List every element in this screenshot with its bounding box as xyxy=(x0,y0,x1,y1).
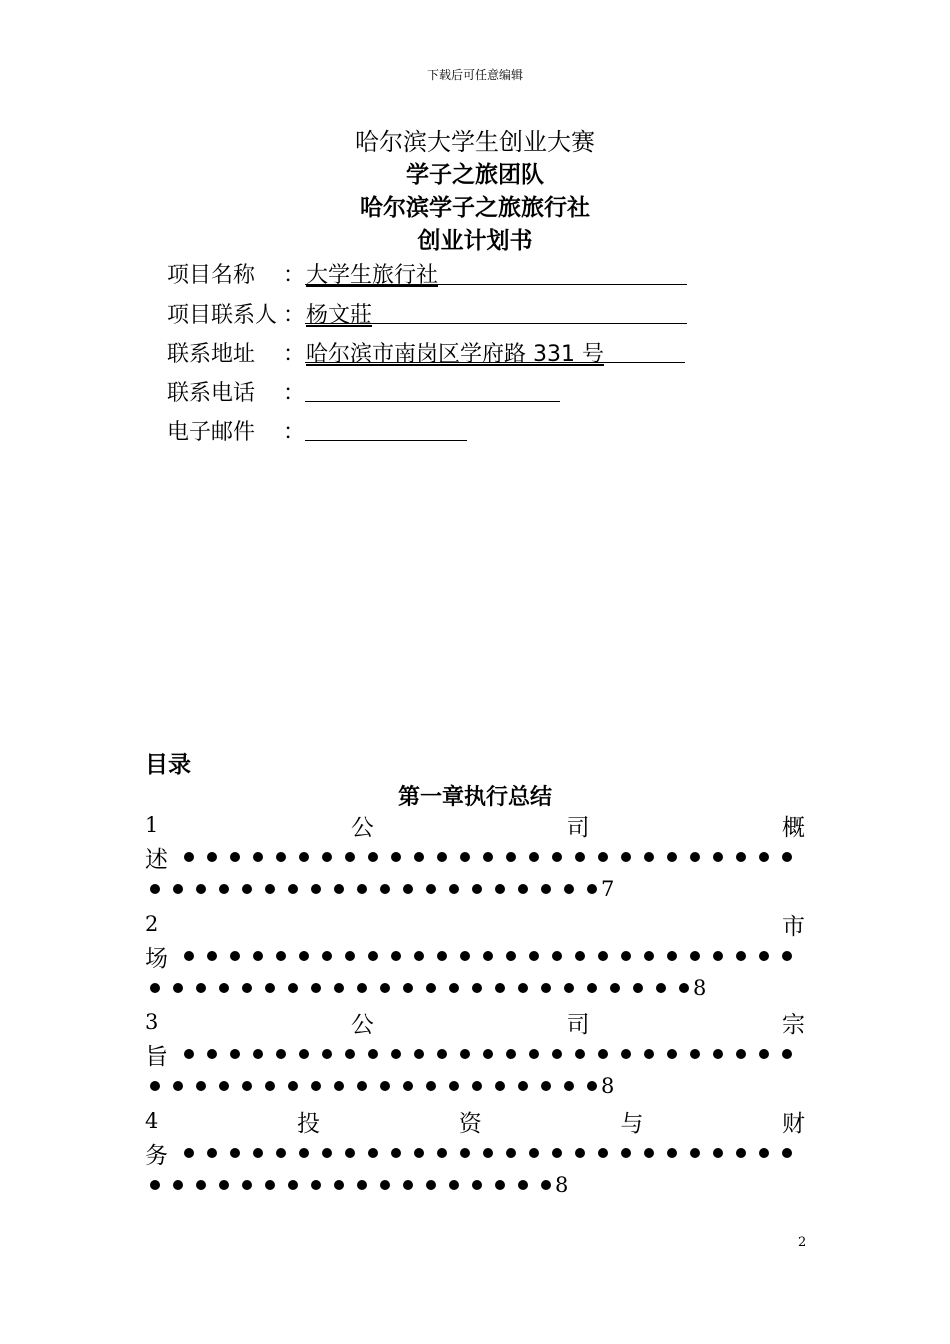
leader-dot xyxy=(299,951,309,961)
leader-dot xyxy=(334,1081,344,1091)
field-label-address: 联系地址 xyxy=(167,342,256,367)
field-colon: ： xyxy=(283,420,306,445)
leader-dot xyxy=(322,1049,332,1059)
leader-dot xyxy=(621,1049,631,1059)
leader-dot xyxy=(368,1049,378,1059)
leader-dot xyxy=(196,983,206,993)
leader-dot xyxy=(621,852,631,862)
leader-dot xyxy=(299,852,309,862)
toc-entry-char: 场 xyxy=(145,945,168,972)
leader-dot xyxy=(253,1049,263,1059)
field-value-project-name: 大学生旅行社 xyxy=(306,263,439,288)
field-colon: ： xyxy=(283,303,306,328)
leader-dot xyxy=(288,1081,298,1091)
leader-dot xyxy=(575,1049,585,1059)
toc-entry-2-line2 xyxy=(145,940,805,972)
leader-dot xyxy=(506,1148,516,1158)
leader-dot xyxy=(736,852,746,862)
leader-dot xyxy=(207,1049,217,1059)
leader-dot xyxy=(380,1081,390,1091)
leader-dot xyxy=(437,852,447,862)
leader-dot xyxy=(518,1180,528,1190)
leader-dot xyxy=(667,852,677,862)
leader-dot xyxy=(736,951,746,961)
leader-dot xyxy=(242,1081,252,1091)
toc-title: 目录 xyxy=(145,752,191,778)
leader-dot xyxy=(242,884,252,894)
leader-dot xyxy=(483,1148,493,1158)
field-label-phone: 联系电话 xyxy=(167,381,256,406)
leader-dot xyxy=(552,951,562,961)
leader-dot xyxy=(173,983,183,993)
leader-dot xyxy=(472,884,482,894)
toc-entry-4-line3 xyxy=(145,1169,805,1201)
leader-dot xyxy=(782,951,792,961)
leader-dot xyxy=(322,951,332,961)
leader-dot xyxy=(196,1180,206,1190)
toc-entry-char: 公 xyxy=(350,1011,374,1038)
toc-entry-number: 1 xyxy=(145,813,159,837)
leader-dot xyxy=(449,884,459,894)
leader-dot xyxy=(656,983,666,993)
leader-dot xyxy=(667,951,677,961)
leader-dot xyxy=(587,983,597,993)
leader-dot xyxy=(368,852,378,862)
leader-dot xyxy=(483,1049,493,1059)
toc-entry-2-line3 xyxy=(145,972,805,1004)
leader-dot xyxy=(644,852,654,862)
leader-dot xyxy=(345,951,355,961)
leader-dot xyxy=(690,852,700,862)
leader-dot xyxy=(334,884,344,894)
toc-leader-dots xyxy=(145,877,605,901)
leader-dot xyxy=(518,884,528,894)
leader-dot xyxy=(575,1148,585,1158)
leader-dot xyxy=(253,1148,263,1158)
leader-dot xyxy=(449,1081,459,1091)
leader-dot xyxy=(426,1081,436,1091)
toc-entry-char: 述 xyxy=(145,846,168,873)
leader-dot xyxy=(552,1148,562,1158)
toc-entry-page: 7 xyxy=(601,877,615,901)
toc-leader-dots xyxy=(145,1042,805,1066)
leader-dot xyxy=(322,852,332,862)
toc-entry-4-line2 xyxy=(145,1137,805,1169)
leader-dot xyxy=(230,1148,240,1158)
leader-dot xyxy=(391,852,401,862)
leader-dot xyxy=(150,1081,160,1091)
leader-dot xyxy=(506,951,516,961)
leader-dot xyxy=(460,852,470,862)
toc-entry-char: 司 xyxy=(566,814,590,841)
leader-dot xyxy=(184,951,194,961)
leader-dot xyxy=(759,951,769,961)
leader-dot xyxy=(667,1049,677,1059)
leader-dot xyxy=(334,1180,344,1190)
leader-dot xyxy=(782,1148,792,1158)
field-colon: ： xyxy=(283,342,306,367)
leader-dot xyxy=(460,1148,470,1158)
leader-dot xyxy=(207,951,217,961)
leader-dot xyxy=(311,983,321,993)
toc-chapter-heading: 第一章执行总结 xyxy=(397,785,552,810)
leader-dot xyxy=(368,951,378,961)
leader-dot xyxy=(541,884,551,894)
leader-dot xyxy=(713,1148,723,1158)
leader-dot xyxy=(575,951,585,961)
leader-dot xyxy=(276,1049,286,1059)
leader-dot xyxy=(173,884,183,894)
leader-dot xyxy=(472,1081,482,1091)
leader-dot xyxy=(391,1049,401,1059)
leader-dot xyxy=(299,1049,309,1059)
leader-dot xyxy=(460,1049,470,1059)
leader-dot xyxy=(357,983,367,993)
toc-entry-char: 概 xyxy=(781,814,805,841)
leader-dot xyxy=(403,983,413,993)
toc-entry-3-line3 xyxy=(145,1070,805,1102)
leader-dot xyxy=(288,983,298,993)
leader-dot xyxy=(219,884,229,894)
field-value-contact-person: 杨文莊 xyxy=(306,303,373,328)
leader-dot xyxy=(552,852,562,862)
leader-dot xyxy=(495,1081,505,1091)
leader-dot xyxy=(403,884,413,894)
document-title: 创业计划书 xyxy=(417,228,533,254)
leader-dot xyxy=(610,983,620,993)
toc-entry-number: 4 xyxy=(145,1109,159,1133)
leader-dot xyxy=(357,884,367,894)
leader-dot xyxy=(403,1081,413,1091)
leader-dot xyxy=(219,983,229,993)
leader-dot xyxy=(253,852,263,862)
leader-dot xyxy=(518,983,528,993)
leader-dot xyxy=(621,951,631,961)
leader-dot xyxy=(242,983,252,993)
leader-dot xyxy=(644,1148,654,1158)
leader-dot xyxy=(690,951,700,961)
leader-dot xyxy=(334,983,344,993)
leader-dot xyxy=(598,1148,608,1158)
toc-entry-char: 司 xyxy=(566,1011,590,1038)
leader-dot xyxy=(437,951,447,961)
leader-dot xyxy=(219,1180,229,1190)
leader-dot xyxy=(380,983,390,993)
leader-dot xyxy=(564,1081,574,1091)
leader-dot xyxy=(621,1148,631,1158)
leader-dot xyxy=(667,1148,677,1158)
toc-entry-2-line1 xyxy=(145,908,805,940)
team-title: 学子之旅团队 xyxy=(406,162,544,188)
leader-dot xyxy=(345,1049,355,1059)
toc-entry-char: 公 xyxy=(350,814,374,841)
toc-leader-dots xyxy=(145,845,805,869)
leader-dot xyxy=(552,1049,562,1059)
leader-dot xyxy=(196,1081,206,1091)
leader-dot xyxy=(690,1148,700,1158)
leader-dot xyxy=(253,951,263,961)
leader-dot xyxy=(736,1049,746,1059)
leader-dot xyxy=(414,1148,424,1158)
leader-dot xyxy=(322,1148,332,1158)
leader-dot xyxy=(150,884,160,894)
leader-dot xyxy=(713,852,723,862)
toc-entry-page: 8 xyxy=(555,1173,569,1197)
toc-entry-char: 务 xyxy=(145,1142,168,1169)
leader-dot xyxy=(150,1180,160,1190)
leader-dot xyxy=(460,951,470,961)
leader-dot xyxy=(403,1180,413,1190)
leader-dot xyxy=(564,983,574,993)
leader-dot xyxy=(368,1148,378,1158)
field-label-project-name: 项目名称 xyxy=(167,263,256,288)
toc-entry-char: 市 xyxy=(782,913,805,940)
leader-dot xyxy=(518,1081,528,1091)
leader-dot xyxy=(173,1081,183,1091)
leader-dot xyxy=(276,852,286,862)
leader-dot xyxy=(483,852,493,862)
leader-dot xyxy=(598,951,608,961)
field-underline-email xyxy=(305,410,467,441)
toc-entry-number: 2 xyxy=(145,912,159,936)
field-colon: ： xyxy=(283,381,306,406)
leader-dot xyxy=(357,1081,367,1091)
leader-dot xyxy=(759,1049,769,1059)
leader-dot xyxy=(345,1148,355,1158)
toc-entry-number: 3 xyxy=(145,1010,159,1034)
field-label-contact-person: 项目联系人 xyxy=(167,303,278,328)
leader-dot xyxy=(207,1148,217,1158)
leader-dot xyxy=(173,1180,183,1190)
leader-dot xyxy=(449,1180,459,1190)
toc-entry-4-line1 xyxy=(145,1105,805,1137)
leader-dot xyxy=(575,852,585,862)
leader-dot xyxy=(587,884,597,894)
field-colon: ： xyxy=(283,263,306,288)
agency-title: 哈尔滨学子之旅旅行社 xyxy=(360,195,590,221)
leader-dot xyxy=(276,951,286,961)
leader-dot xyxy=(265,1081,275,1091)
leader-dot xyxy=(426,1180,436,1190)
toc-leader-dots xyxy=(145,1141,805,1165)
leader-dot xyxy=(529,852,539,862)
leader-dot xyxy=(184,1148,194,1158)
leader-dot xyxy=(472,983,482,993)
leader-dot xyxy=(426,983,436,993)
toc-entry-page: 8 xyxy=(693,976,707,1000)
toc-leader-dots xyxy=(145,976,697,1000)
header-note: 下载后可任意编辑 xyxy=(426,68,523,82)
leader-dot xyxy=(782,1049,792,1059)
leader-dot xyxy=(230,852,240,862)
leader-dot xyxy=(506,1049,516,1059)
leader-dot xyxy=(679,983,689,993)
leader-dot xyxy=(311,884,321,894)
leader-dot xyxy=(230,1049,240,1059)
leader-dot xyxy=(529,951,539,961)
leader-dot xyxy=(529,1148,539,1158)
leader-dot xyxy=(564,884,574,894)
leader-dot xyxy=(437,1148,447,1158)
leader-dot xyxy=(380,884,390,894)
leader-dot xyxy=(541,983,551,993)
leader-dot xyxy=(288,884,298,894)
leader-dot xyxy=(265,983,275,993)
leader-dot xyxy=(495,983,505,993)
leader-dot xyxy=(483,951,493,961)
leader-dot xyxy=(449,983,459,993)
leader-dot xyxy=(759,852,769,862)
toc-entry-3-line2 xyxy=(145,1038,805,1070)
leader-dot xyxy=(150,983,160,993)
toc-entry-char: 投 xyxy=(297,1110,321,1137)
leader-dot xyxy=(414,1049,424,1059)
leader-dot xyxy=(391,951,401,961)
leader-dot xyxy=(276,1148,286,1158)
leader-dot xyxy=(506,852,516,862)
leader-dot xyxy=(230,951,240,961)
leader-dot xyxy=(644,1049,654,1059)
leader-dot xyxy=(541,1180,551,1190)
leader-dot xyxy=(414,852,424,862)
leader-dot xyxy=(495,1180,505,1190)
leader-dot xyxy=(357,1180,367,1190)
toc-entry-char: 财 xyxy=(782,1110,805,1137)
field-underline-phone xyxy=(305,371,560,402)
leader-dot xyxy=(598,852,608,862)
field-value-address: 哈尔滨市南岗区学府路 331 号 xyxy=(306,342,604,367)
leader-dot xyxy=(207,852,217,862)
toc-entry-1-line2 xyxy=(145,841,805,873)
leader-dot xyxy=(380,1180,390,1190)
toc-entry-3-line1 xyxy=(145,1006,805,1038)
leader-dot xyxy=(311,1081,321,1091)
leader-dot xyxy=(529,1049,539,1059)
toc-leader-dots xyxy=(145,944,805,968)
leader-dot xyxy=(598,1049,608,1059)
competition-title: 哈尔滨大学生创业大赛 xyxy=(355,128,595,156)
leader-dot xyxy=(782,852,792,862)
page-number: 2 xyxy=(798,1235,807,1250)
toc-leader-dots xyxy=(145,1074,605,1098)
leader-dot xyxy=(495,884,505,894)
field-label-email: 电子邮件 xyxy=(167,420,256,445)
toc-entry-char: 与 xyxy=(620,1110,644,1137)
toc-entry-char: 资 xyxy=(458,1110,482,1137)
leader-dot xyxy=(299,1148,309,1158)
leader-dot xyxy=(633,983,643,993)
leader-dot xyxy=(713,1049,723,1059)
leader-dot xyxy=(196,884,206,894)
leader-dot xyxy=(242,1180,252,1190)
leader-dot xyxy=(288,1180,298,1190)
leader-dot xyxy=(311,1180,321,1190)
leader-dot xyxy=(472,1180,482,1190)
leader-dot xyxy=(414,951,424,961)
leader-dot xyxy=(759,1148,769,1158)
toc-entry-1-line1 xyxy=(145,809,805,841)
toc-entry-char: 旨 xyxy=(145,1043,168,1070)
leader-dot xyxy=(265,884,275,894)
leader-dot xyxy=(713,951,723,961)
leader-dot xyxy=(184,1049,194,1059)
leader-dot xyxy=(426,884,436,894)
leader-dot xyxy=(541,1081,551,1091)
toc-entry-1-line3 xyxy=(145,873,805,905)
leader-dot xyxy=(184,852,194,862)
leader-dot xyxy=(265,1180,275,1190)
leader-dot xyxy=(219,1081,229,1091)
leader-dot xyxy=(587,1081,597,1091)
toc-entry-page: 8 xyxy=(601,1074,615,1098)
leader-dot xyxy=(644,951,654,961)
leader-dot xyxy=(437,1049,447,1059)
leader-dot xyxy=(736,1148,746,1158)
toc-leader-dots xyxy=(145,1173,559,1197)
toc-entry-char: 宗 xyxy=(781,1011,805,1038)
leader-dot xyxy=(690,1049,700,1059)
leader-dot xyxy=(391,1148,401,1158)
leader-dot xyxy=(345,852,355,862)
